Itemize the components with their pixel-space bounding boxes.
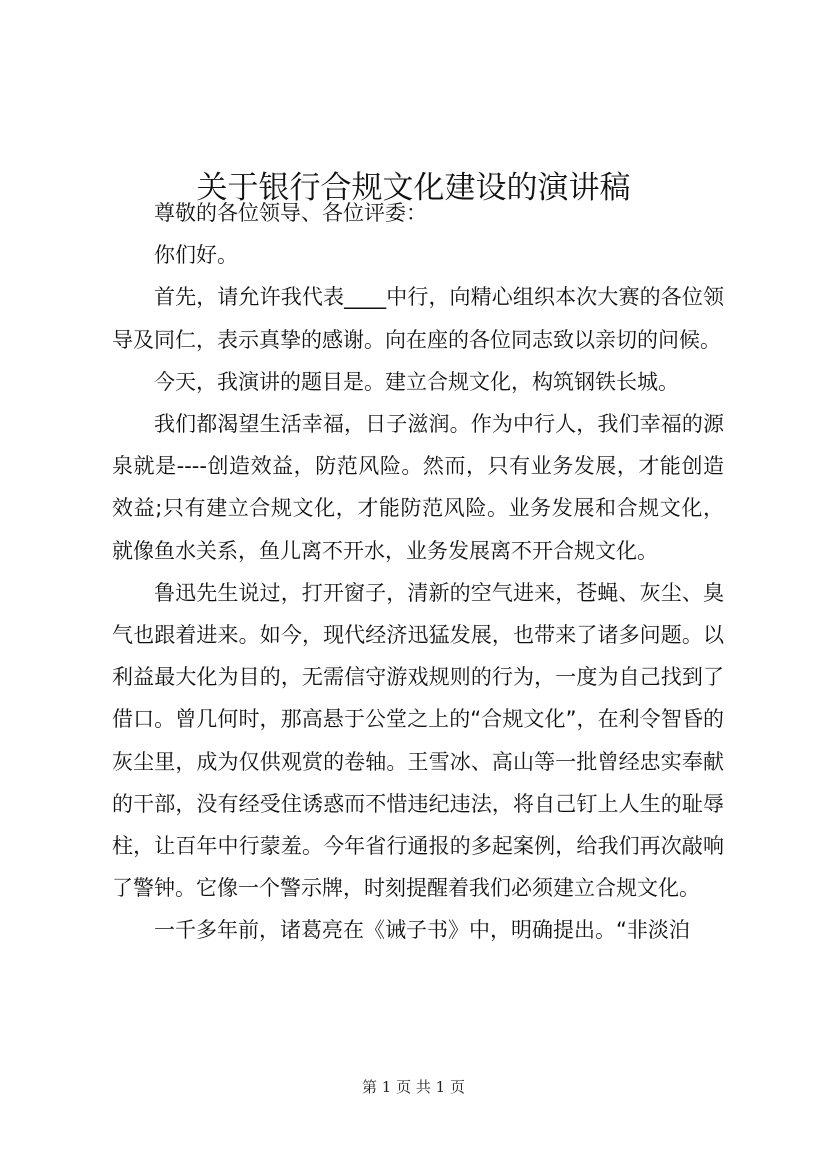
body-paragraph: 鲁迅先生说过，打开窗子，清新的空气进来，苍蝇、灰尘、臭气也跟着进来。如今，现代经济迅猛发展，也带来了诸多问题。以利益最大化为目的，无需信守游戏规则的行为，一度为自己找到了借口。曾几何时，那高悬于公堂之上的“合规文化”，在利令智昏的灰尘里，成为仅供观赏的卷轴。王雪冰、高山等一批曾经忠实奉献的干部，没有经受住诱惑而不惜违纪违法，将自己钉上人生的耻辱柱，让百年中行蒙羞。今年省行通报的多起案例，给我们再次敲响了警钟。它像一个警示牌，时刻提醒着我们必须建立合规文化。 (112, 580, 724, 901)
document-title: 关于银行合规文化建设的演讲稿 (196, 169, 631, 206)
page-number-footer: 第 1 页 共 1 页 (362, 1078, 465, 1096)
body-paragraph: 一千多年前，诸葛亮在《诫子书》中，明确提出。“非淡泊 (154, 918, 690, 943)
salutation-paragraph: 尊敬的各位领导、各位评委： (154, 201, 427, 225)
body-paragraph: 首先，请允许我代表____中行，向精心组织本次大赛的各位领导及同仁，表示真挚的感谢。向在座的各位同志致以亲切的问候。 (112, 285, 724, 352)
greeting-paragraph: 你们好。 (154, 243, 238, 268)
document-body (112, 192, 724, 1052)
body-paragraph: 我们都渴望生活幸福，日子滋润。作为中行人，我们幸福的源泉就是----创造效益，防范风险。然而，只有业务发展，才能创造效益;只有建立合规文化，才能防范风险。业务发展和合规文化，就像鱼水关系，鱼儿离不开水，业务发展离不开合规文化。 (112, 412, 724, 563)
body-paragraph: 今天，我演讲的题目是。建立合规文化，构筑钢铁长城。 (154, 369, 679, 394)
